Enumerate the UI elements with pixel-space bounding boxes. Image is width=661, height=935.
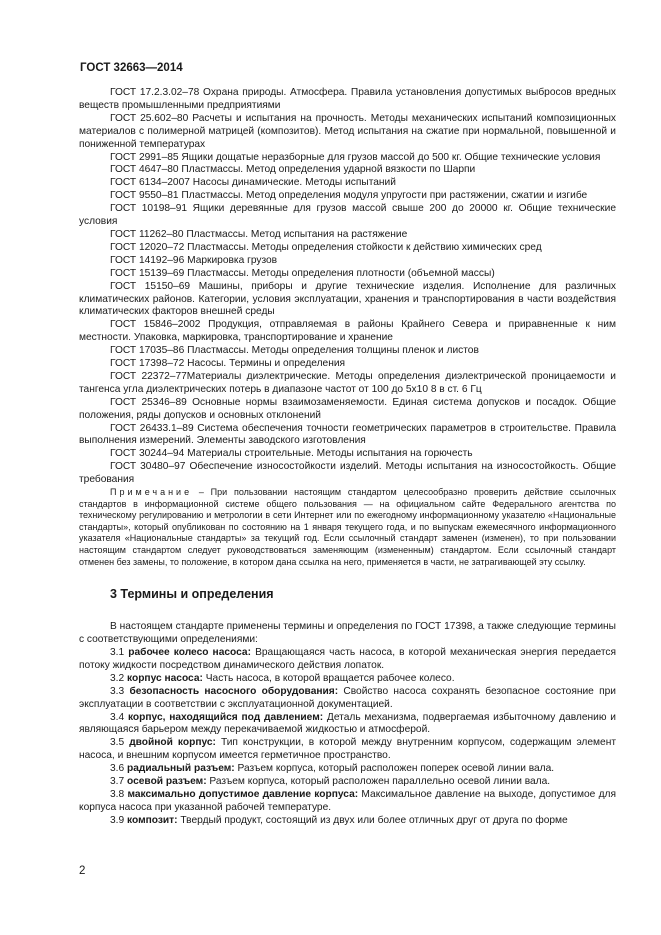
term-name: радиальный разъем: xyxy=(127,763,235,775)
term-definition: Максимальное давление на выходе, допустимое для корпуса насоса при указанной рабочей температуре. xyxy=(79,788,616,813)
term-entry xyxy=(79,737,616,763)
term-entry xyxy=(79,815,616,828)
term-entry xyxy=(79,763,616,776)
page-number: 2 xyxy=(79,865,86,877)
reference-item: ГОСТ 26433.1–89 Система обеспечения точности геометрических параметров в строительстве. Правила выполнения измерений. Элементы заводского изготовления xyxy=(79,422,616,447)
reference-item: ГОСТ 4647–80 Пластмассы. Метод определения ударной вязкости по Шарпи xyxy=(110,164,476,176)
reference-item: ГОСТ 6134–2007 Насосы динамические. Методы испытаний xyxy=(110,177,396,189)
note-paragraph xyxy=(79,487,616,568)
note-text: – При пользовании настоящим стандартом целесообразно проверить действие ссылочных стандартов в информационной системе общего пользования — на официальном сайте Федерального агентства по техническому регулированию и метрологии в сети Интернет или по ежегодному информационному указателю «Национальные стандарты», который опубликован по состоянию на 1 января текущего года, и по выпускам ежемесячного информационного указателя «Национальные стандарты» за текущий год. Если ссылочный стандарт заменен (изменен), то при пользовании настоящим стандартом следует руководствоваться заменяющим (измененным) стандартом. Если ссылочный стандарт отменен без замены, то положение, в котором дана ссылка на него, применяется в части, не затрагивающей эту ссылку. xyxy=(79,487,616,567)
reference-item: ГОСТ 15150–69 Машины, приборы и другие технические изделия. Исполнение для различных климатических районов. Категории, условия эксплуатации, хранения и транспортирования в части воздействия климатических факторов внешней среды xyxy=(79,280,616,318)
term-definition: Деталь механизма, подвергаемая избыточному давлению и являющаяся барьером между перекачиваемой жидкостью и атмосферой. xyxy=(79,711,616,736)
term-entry xyxy=(79,712,616,738)
term-number: 3.6 xyxy=(110,763,125,775)
reference-item: ГОСТ 25.602–80 Расчеты и испытания на прочность. Методы механических испытаний композиционных материалов с полимерной матрицей (композитов). Метод испытания на сжатие при нормальной, повышенной и пониженной температурах xyxy=(79,112,616,150)
document-body xyxy=(79,87,616,828)
term-entry xyxy=(79,673,616,686)
term-definition: Часть насоса, в которой вращается рабочее колесо. xyxy=(202,672,455,684)
term-definition: Вращающаяся часть насоса, в которой механическая энергия передается потоку жидкости посредством динамического действия лопаток. xyxy=(79,646,616,671)
term-definition: Твердый продукт, состоящий из двух или более отличных друг от друга по форме xyxy=(177,814,568,826)
section-intro: В настоящем стандарте применены термины и определения по ГОСТ 17398, а также следующие термины с соответствующими определениями: xyxy=(79,621,616,646)
term-definition: Тип конструкции, в которой между внутренним корпусом, содержащим элемент насоса, и внешним корпусом имеется герметичное пространство. xyxy=(79,737,617,762)
term-name: корпус, находящийся под давлением: xyxy=(127,711,324,723)
term-name: осевой разъем: xyxy=(127,776,207,788)
reference-item: ГОСТ 30244–94 Материалы строительные. Методы испытания на горючесть xyxy=(110,448,473,460)
term-number: 3.7 xyxy=(110,776,125,788)
term-name: максимально допустимое давление корпуса: xyxy=(127,788,359,800)
term-name: корпус насоса: xyxy=(127,672,203,684)
term-number: 3.8 xyxy=(110,788,125,800)
term-number: 3.9 xyxy=(110,814,125,826)
term-entry xyxy=(79,789,616,815)
reference-item: ГОСТ 12020–72 Пластмассы. Методы определения стойкости к действию химических сред xyxy=(110,241,542,253)
reference-item: ГОСТ 22372–77Материалы диэлектрические. Методы определения диэлектрической проницаемости и тангенса угла диэлектрических потерь в диапазоне частот от 100 до 5х10 8 в ст. 6 Гц xyxy=(79,370,616,395)
reference-item: ГОСТ 17398–72 Насосы. Термины и определения xyxy=(110,358,346,370)
reference-item: ГОСТ 10198–91 Ящики деревянные для грузов массой свыше 200 до 20000 кг. Общие технические условия xyxy=(79,203,616,228)
section-heading: 3 Термины и определения xyxy=(110,587,274,602)
reference-item: ГОСТ 14192–96 Маркировка грузов xyxy=(110,254,278,266)
reference-item: ГОСТ 11262–80 Пластмассы. Метод испытания на растяжение xyxy=(110,228,408,240)
reference-item: ГОСТ 15139–69 Пластмассы. Методы определения плотности (объемной массы) xyxy=(110,267,495,279)
term-entry xyxy=(79,686,616,712)
term-number: 3.2 xyxy=(110,672,125,684)
term-definition: Разъем корпуса, который расположен поперек осевой линии вала. xyxy=(234,763,555,775)
term-definition: Свойство насоса сохранять безопасное состояние при эксплуатации в соответствии с эксплуатационной документацией. xyxy=(79,685,616,710)
terms-list xyxy=(79,647,616,828)
term-name: безопасность насосного оборудования: xyxy=(129,685,339,697)
normative-references-list xyxy=(79,87,616,487)
term-name: композит: xyxy=(127,814,178,826)
term-number: 3.1 xyxy=(110,646,125,658)
term-number: 3.5 xyxy=(110,737,125,749)
reference-item: ГОСТ 30480–97 Обеспечение износостойкости изделий. Методы испытания на износостойкость. Общие требования xyxy=(79,461,616,486)
reference-item: ГОСТ 17035–86 Пластмассы. Методы определения толщины пленок и листов xyxy=(110,345,479,357)
reference-item: ГОСТ 25346–89 Основные нормы взаимозаменяемости. Единая система допусков и посадок. Общие положения, ряды допусков и основных отклонений xyxy=(79,396,616,421)
reference-item: ГОСТ 9550–81 Пластмассы. Метод определения модуля упругости при растяжении, сжатии и изгибе xyxy=(110,190,588,202)
term-name: двойной корпус: xyxy=(129,737,216,749)
reference-item: ГОСТ 2991–85 Ящики дощатые неразборные для грузов массой до 500 кг. Общие технические условия xyxy=(110,151,601,163)
term-definition: Разъем корпуса, который расположен параллельно осевой линии вала. xyxy=(206,776,551,788)
term-number: 3.3 xyxy=(110,685,125,697)
term-entry xyxy=(79,776,616,789)
document-header: ГОСТ 32663—2014 xyxy=(80,62,183,74)
term-entry xyxy=(79,647,616,673)
term-name: рабочее колесо насоса: xyxy=(128,646,251,658)
reference-item: ГОСТ 17.2.3.02–78 Охрана природы. Атмосфера. Правила установления допустимых выбросов вредных веществ промышленными предприятиями xyxy=(79,87,616,111)
note-label: Примечание xyxy=(110,487,193,498)
reference-item: ГОСТ 15846–2002 Продукция, отправляемая в районы Крайнего Севера и приравненные к ним местности. Упаковка, маркировка, транспортирование и хранение xyxy=(79,319,616,344)
term-number: 3.4 xyxy=(110,711,125,723)
